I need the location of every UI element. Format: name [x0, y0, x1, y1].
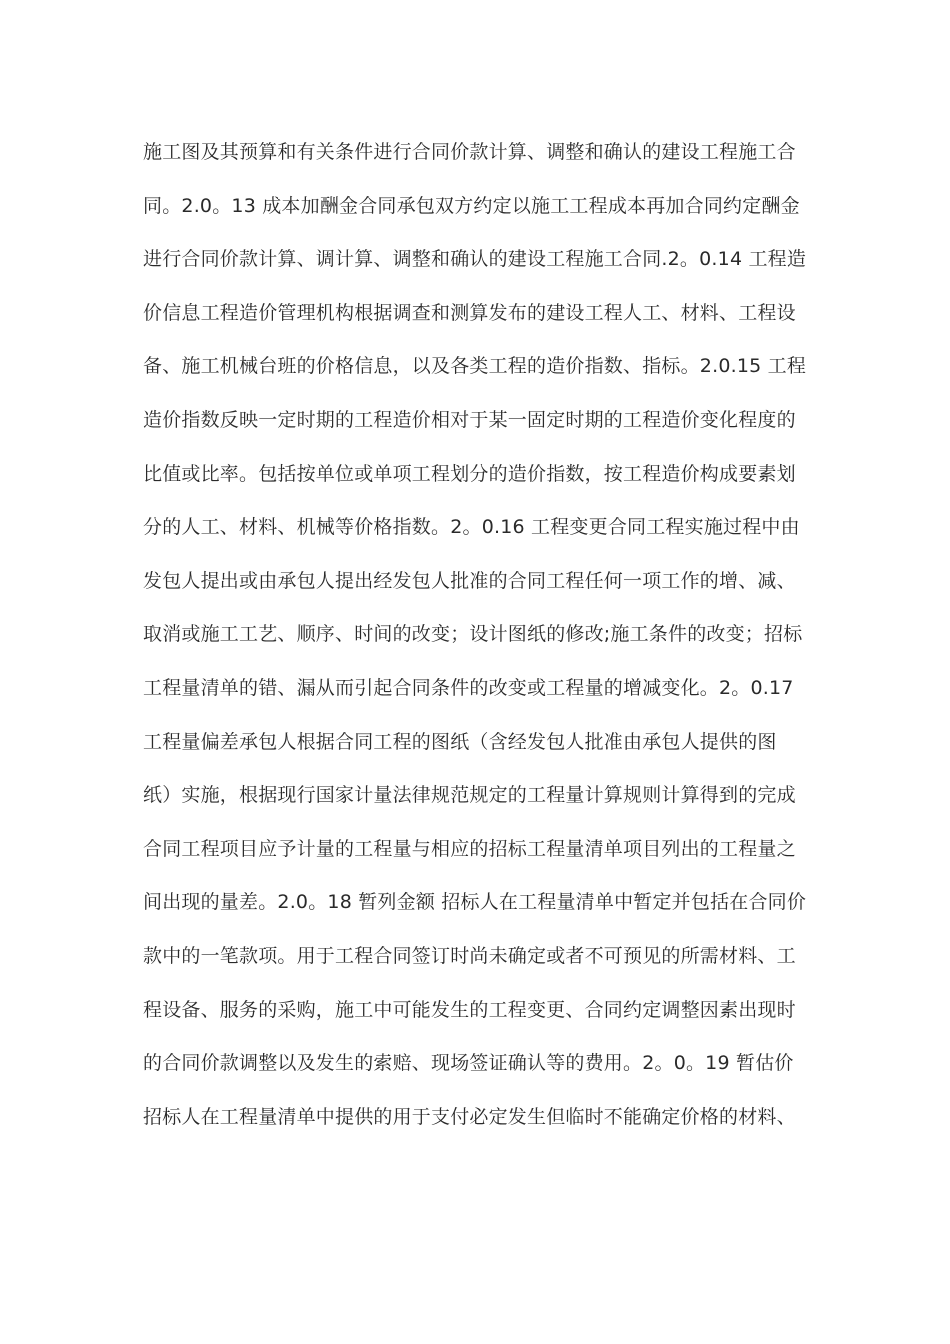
- text-line: 工程量偏差承包人根据合同工程的图纸（含经发包人批准由承包人提供的图: [143, 730, 777, 753]
- text-line: 间出现的量差。2.0。18 暂列金额 招标人在工程量清单中暂定并包括在合同价: [143, 891, 807, 914]
- text-line: 合同工程项目应予计量的工程量与相应的招标工程量清单项目列出的工程量之: [143, 837, 796, 860]
- text-line: 招标人在工程量清单中提供的用于支付必定发生但临时不能确定价格的材料、: [143, 1105, 796, 1128]
- text-line: 工程量清单的错、漏从而引起合同条件的改变或工程量的增减变化。2。0.17: [143, 676, 794, 699]
- text-line: 分的人工、材料、机械等价格指数。2。0.16 工程变更合同工程实施过程中由: [143, 516, 800, 539]
- text-line: 程设备、服务的采购，施工中可能发生的工程变更、合同约定调整因素出现时: [143, 998, 796, 1021]
- text-line: 款中的一笔款项。用于工程合同签订时尚未确定或者不可预见的所需材料、工: [143, 944, 796, 967]
- text-line: 同。2.0。13 成本加酬金合同承包双方约定以施工工程成本再加合同约定酬金: [143, 194, 800, 217]
- text-line: 进行合同价款计算、调计算、调整和确认的建设工程施工合同.2。0.14 工程造: [143, 248, 807, 271]
- text-line: 的合同价款调整以及发生的索赔、现场签证确认等的费用。2。0。19 暂估价: [143, 1052, 794, 1075]
- text-line: 造价指数反映一定时期的工程造价相对于某一固定时期的工程造价变化程度的: [143, 408, 796, 431]
- text-line: 取消或施工工艺、顺序、时间的改变；设计图纸的修改;施工条件的改变；招标: [143, 623, 803, 646]
- text-line: 价信息工程造价管理机构根据调查和测算发布的建设工程人工、材料、工程设: [143, 301, 796, 324]
- text-line: 发包人提出或由承包人提出经发包人批准的合同工程任何一项工作的增、减、: [143, 569, 796, 592]
- body-text: [143, 134, 823, 1152]
- text-line: 施工图及其预算和有关条件进行合同价款计算、调整和确认的建设工程施工合: [143, 141, 796, 163]
- text-line: 纸）实施，根据现行国家计量法律规范规定的工程量计算规则计算得到的完成: [143, 784, 796, 807]
- text-line: 比值或比率。包括按单位或单项工程划分的造价指数，按工程造价构成要素划: [143, 462, 796, 485]
- text-line: 备、施工机械台班的价格信息，以及各类工程的造价指数、指标。2.0.15 工程: [143, 355, 807, 378]
